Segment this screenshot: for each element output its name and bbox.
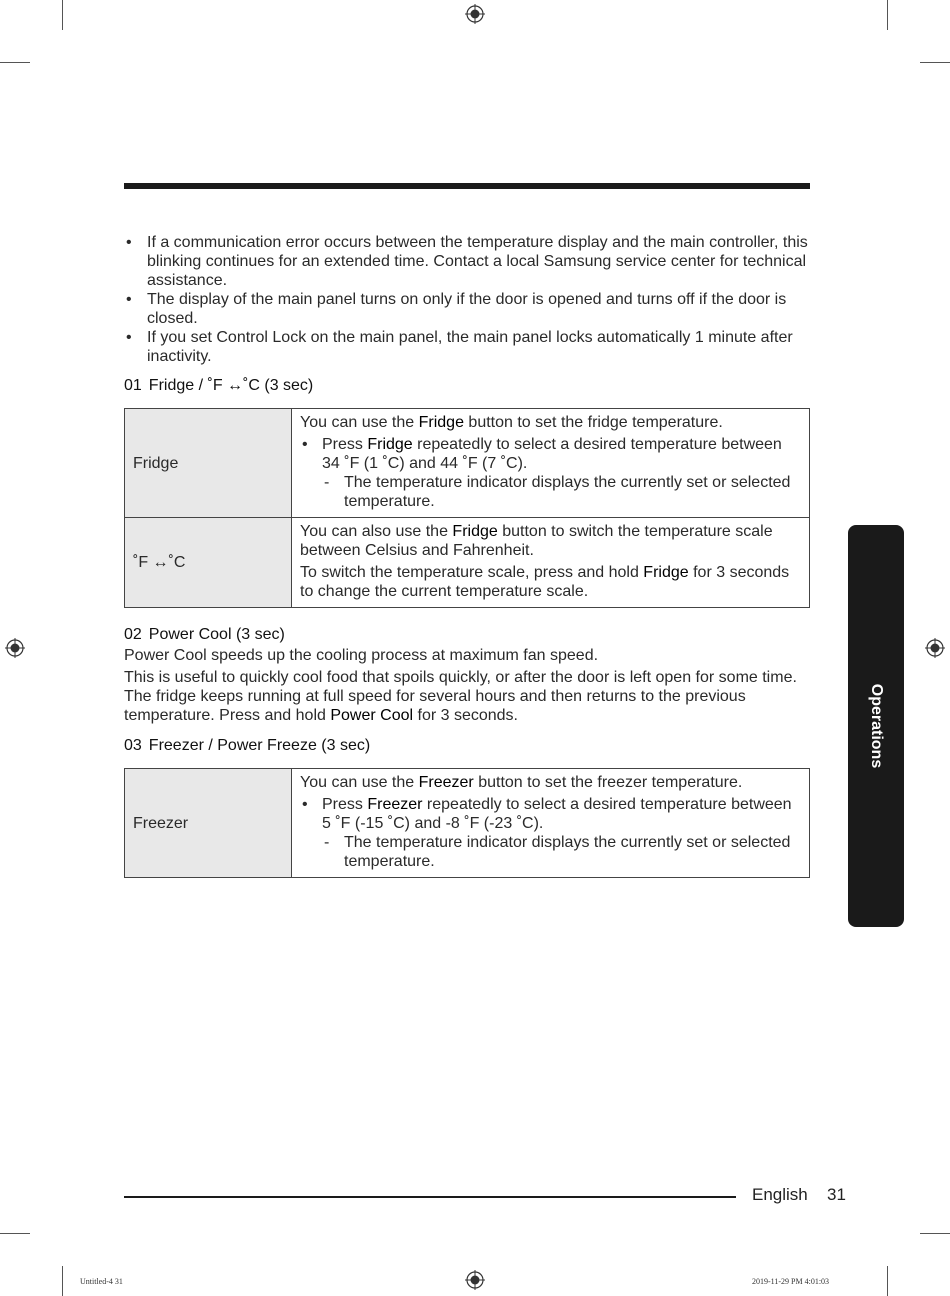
print-slug-file: Untitled-4 31 xyxy=(80,1277,123,1286)
table-row xyxy=(125,409,810,518)
row-description: You can also use the Fridge button to switch the temperature scale between Celsius and Fahrenheit. To switch the temperature scale, press and hold Fridge for 3 seconds to change the current temperature scale. xyxy=(292,518,810,608)
button-name: Fridge xyxy=(418,414,464,431)
button-name: Fridge xyxy=(452,523,498,540)
footer-rule xyxy=(124,1196,736,1198)
page-number: 31 xyxy=(827,1185,846,1204)
crop-mark xyxy=(887,0,888,30)
section-number: 01 xyxy=(124,377,142,394)
row-label: Fridge xyxy=(125,409,292,518)
row-description: You can use the Freezer button to set the freezer temperature. • Press Freezer repeatedly to select a desired temperature between 5 ˚F (-15 ˚C) and -8 ˚F (-23 ˚C). - The temperature indicator displays the currently set or selected temperature. xyxy=(292,769,810,878)
button-name: Freezer xyxy=(418,774,474,791)
registration-mark-icon xyxy=(925,638,945,658)
button-name: Power Cool xyxy=(330,707,414,724)
section-heading-fridge xyxy=(124,376,313,395)
header-rule xyxy=(124,183,810,189)
print-slug-datetime: 2019-11-29 PM 4:01:03 xyxy=(752,1277,830,1286)
crop-mark xyxy=(62,0,63,30)
note-list xyxy=(124,233,814,366)
sub-note: - The temperature indicator displays the currently set or selected temperature. xyxy=(300,473,801,511)
table-row xyxy=(125,518,810,608)
crop-mark xyxy=(920,1233,950,1234)
crop-mark xyxy=(62,1266,63,1296)
note-item: • If a communication error occurs between the temperature display and the main controller, this blinking continues for an extended time. Contact a local Samsung service center for technical assistance. xyxy=(124,233,814,290)
footer-language: English xyxy=(752,1185,808,1204)
power-cool-details: This is useful to quickly cool food that spoils quickly, or after the door is left open for some time. The fridge keeps running at full speed for several hours and then returns to the previous temperature. Press and hold Power Cool for 3 seconds. xyxy=(124,669,797,724)
side-tab-label: Operations xyxy=(868,683,885,769)
crop-mark xyxy=(887,1266,888,1296)
registration-mark-icon xyxy=(465,1270,485,1290)
section-title: Freezer / Power Freeze (3 sec) xyxy=(148,737,371,754)
button-name: Fridge xyxy=(367,436,413,453)
crop-mark xyxy=(0,1233,30,1234)
freezer-table xyxy=(124,768,810,878)
power-cool-description: Power Cool speeds up the cooling process at maximum fan speed. xyxy=(124,647,599,664)
section-title: Fridge / ˚F ↔˚C (3 sec) xyxy=(148,377,314,394)
section-heading-freezer xyxy=(124,736,370,755)
row-description: You can use the Fridge button to set the fridge temperature. • Press Fridge repeatedly to select a desired temperature between 34 ˚F (1 ˚C) and 44 ˚F (7 ˚C). - The temperature indicator displays the currently set or selected temperature. xyxy=(292,409,810,518)
note-item: • The display of the main panel turns on only if the door is opened and turns off if the door is closed. xyxy=(124,290,814,328)
section-title: Power Cool (3 sec) xyxy=(148,626,285,643)
row-label: Freezer xyxy=(125,769,292,878)
registration-mark-icon xyxy=(465,4,485,24)
row-label: ˚F ↔˚C xyxy=(125,518,292,608)
side-tab-operations xyxy=(848,525,904,927)
button-name: Freezer xyxy=(367,796,423,813)
crop-mark xyxy=(920,62,950,63)
button-name: Fridge xyxy=(643,564,689,581)
section-number: 03 xyxy=(124,737,142,754)
table-row xyxy=(125,769,810,878)
crop-mark xyxy=(0,62,30,63)
sub-note: - The temperature indicator displays the currently set or selected temperature. xyxy=(300,833,801,871)
registration-mark-icon xyxy=(5,638,25,658)
note-item: • If you set Control Lock on the main panel, the main panel locks automatically 1 minute after inactivity. xyxy=(124,328,814,366)
section-number: 02 xyxy=(124,626,142,643)
fridge-table xyxy=(124,408,810,608)
section-heading-power-cool xyxy=(124,625,285,644)
